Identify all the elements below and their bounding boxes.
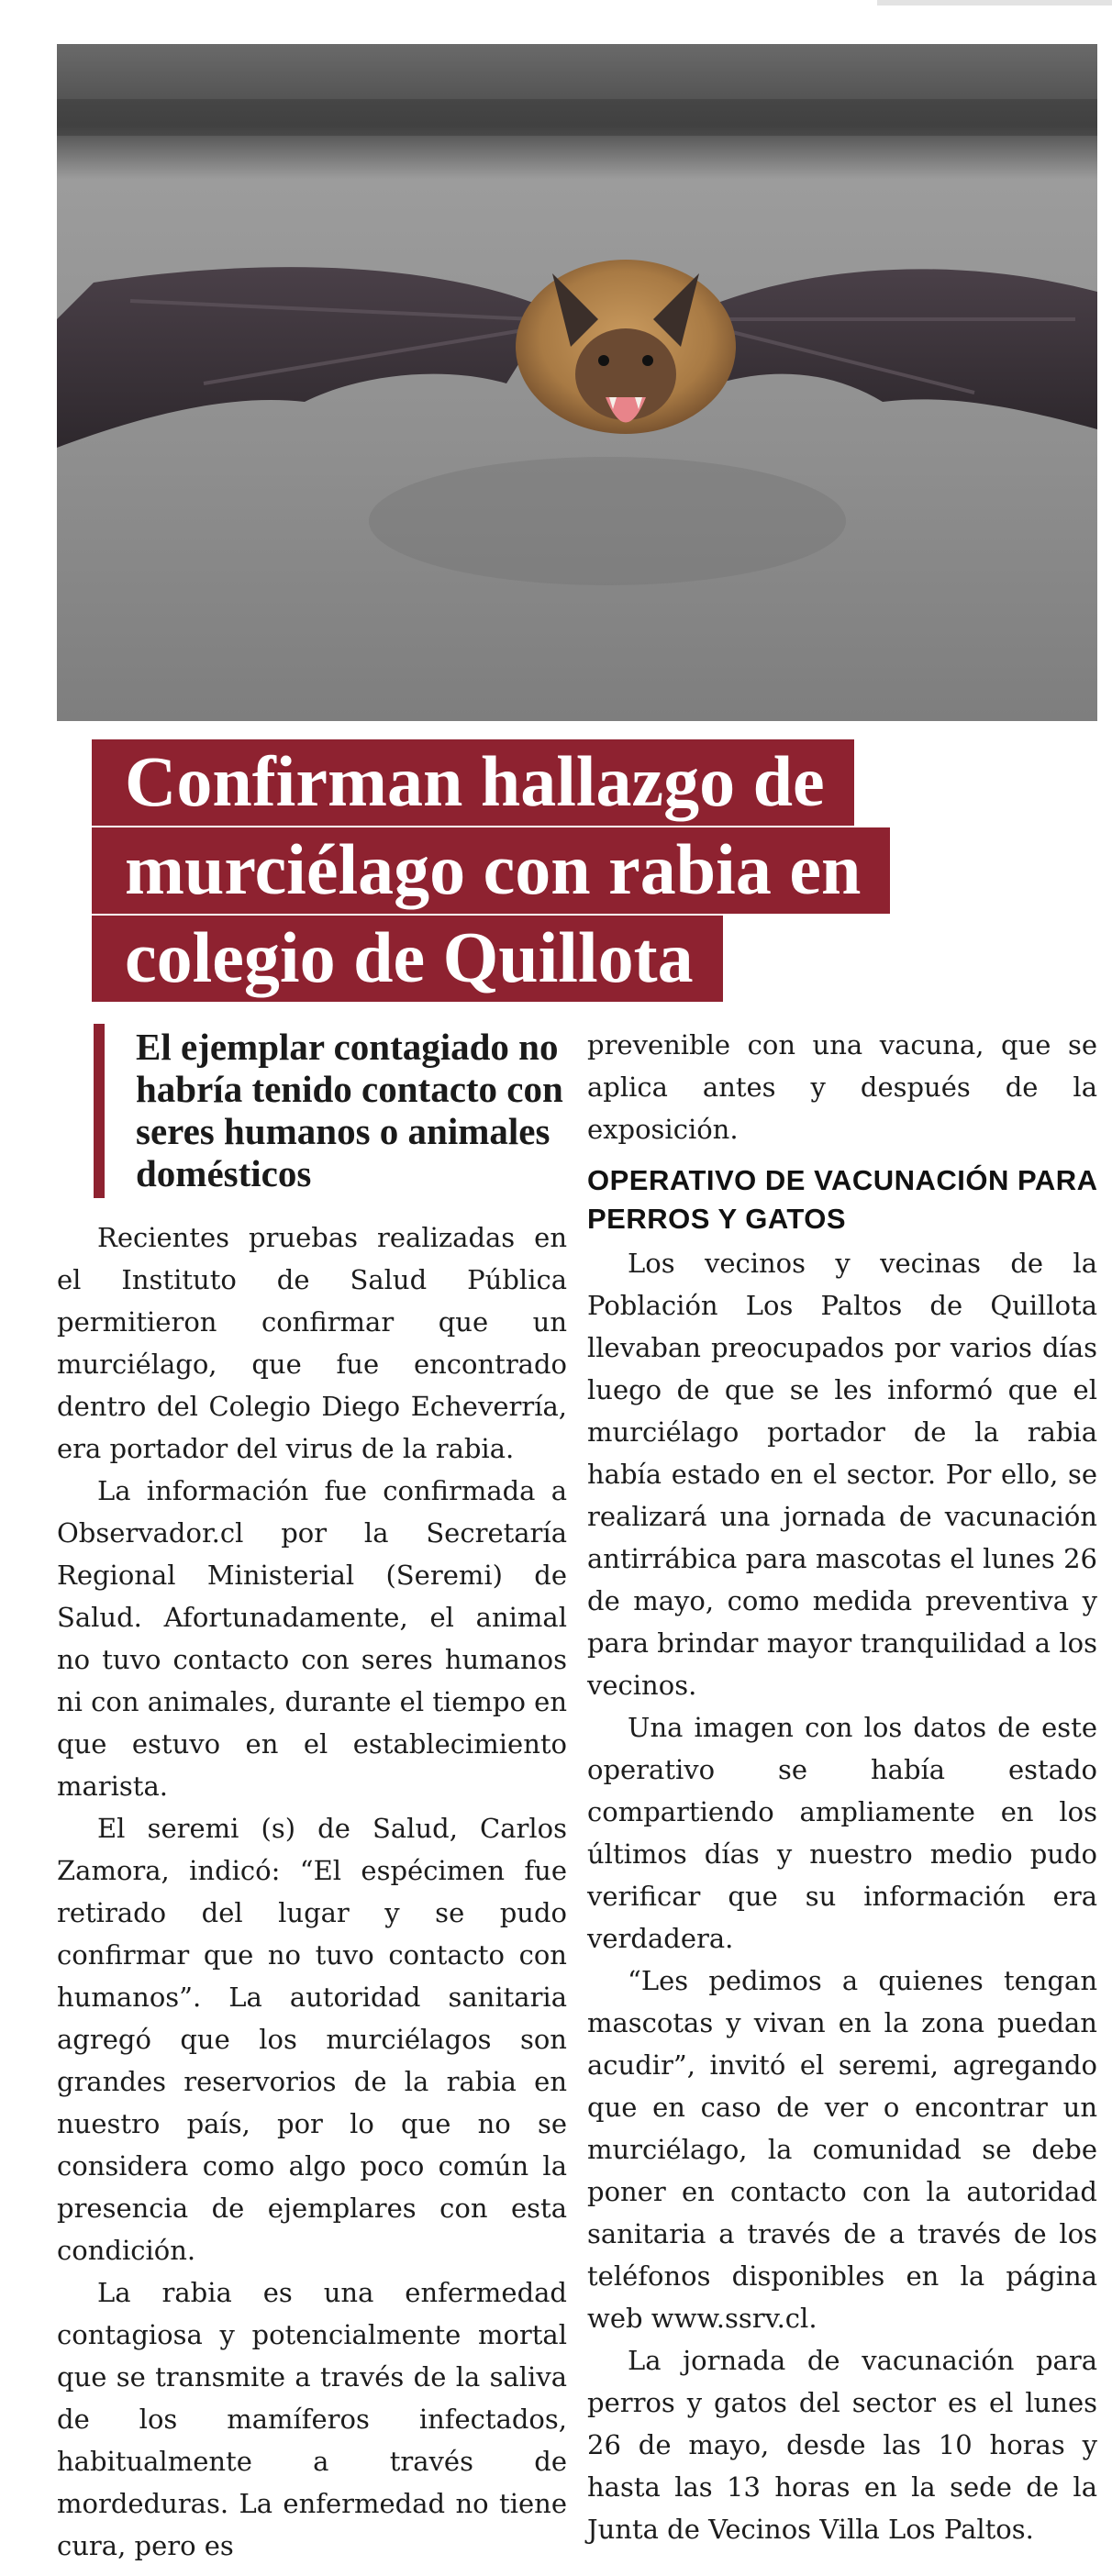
paragraph: “Les pedimos a quienes tengan mascotas y vivan en la zona puedan acudir”, invitó el seremi, agregando que en caso de ver o encontrar un murciélago, la comunidad se debe poner en contacto con la autoridad sanitaria a través de a través de los teléfonos disponibles en la página web www.ssrv.cl. (587, 1965, 1097, 2334)
paragraph: Los vecinos y vecinas de la Población Los Paltos de Quillota llevaban preocupados por varios días luego de que se les informó que el murciélago portador de la rabia había estado en el sector. Por ello, se realizará una jornada de vacunación antirrábica para mascotas el lunes 26 de mayo, como medida preventiva y para brindar mayor tranquilidad a los vecinos. (587, 1248, 1097, 1701)
top-rule (877, 0, 1112, 6)
paragraph: La información fue confirmada a Observador.cl por la Secretaría Regional Ministerial (Seremi) de Salud. Afortunadamente, el animal no tuvo contacto con seres humanos ni con animales, durante el tiempo en que estuvo en el establecimiento marista. (57, 1475, 567, 1802)
headline (92, 739, 1028, 1004)
paragraph: La rabia es una enfermedad contagiosa y potencialmente mortal que se transmite a través de la saliva de los mamíferos infectados, habitualmente a través de mordeduras. La enfermedad no tiene cura, pero es (57, 2277, 567, 2561)
left-column (57, 1024, 567, 2565)
paragraph-continuation: prevenible con una vacuna, que se aplica antes y después de la exposición. (587, 1029, 1097, 1145)
paragraph: La jornada de vacunación para perros y gatos del sector es el lunes 26 de mayo, desde las 10 horas y hasta las 13 horas en la sede de la Junta de Vecinos Villa Los Paltos. (587, 2345, 1097, 2545)
headline-line-3: colegio de Quillota (92, 916, 723, 1002)
paragraph: El seremi (s) de Salud, Carlos Zamora, indicó: “El espécimen fue retirado del lugar y se pudo confirmar que no tuvo contacto con humanos”. La autoridad sanitaria agregó que los murciélagos son grandes reservorios de la rabia en nuestro país, por lo que no se considera como algo poco común la presencia de ejemplares con esta condición. (57, 1813, 567, 2266)
section-heading: OPERATIVO DE VACUNACIÓN PARA PERROS Y GATOS (587, 1164, 1097, 1235)
article-body (57, 1024, 1097, 2565)
headline-line-1: Confirman hallazgo de (92, 739, 854, 826)
paragraph: Recientes pruebas realizadas en el Instituto de Salud Pública permitieron confirmar que un murciélago, que fue encontrado dentro del Colegio Diego Echeverría, era portador del virus de la rabia. (57, 1222, 567, 1464)
paragraph: Una imagen con los datos de este operativo se había estado compartiendo ampliamente en los últimos días y nuestro medio pudo verificar que su información era verdadera. (587, 1712, 1097, 1954)
right-column (587, 1024, 1097, 2565)
headline-line-2: murciélago con rabia en (92, 827, 890, 914)
bat-photo (57, 44, 1097, 721)
subtitle: El ejemplar contagiado no habría tenido contacto con seres humanos o animales domésticos (94, 1024, 567, 1198)
